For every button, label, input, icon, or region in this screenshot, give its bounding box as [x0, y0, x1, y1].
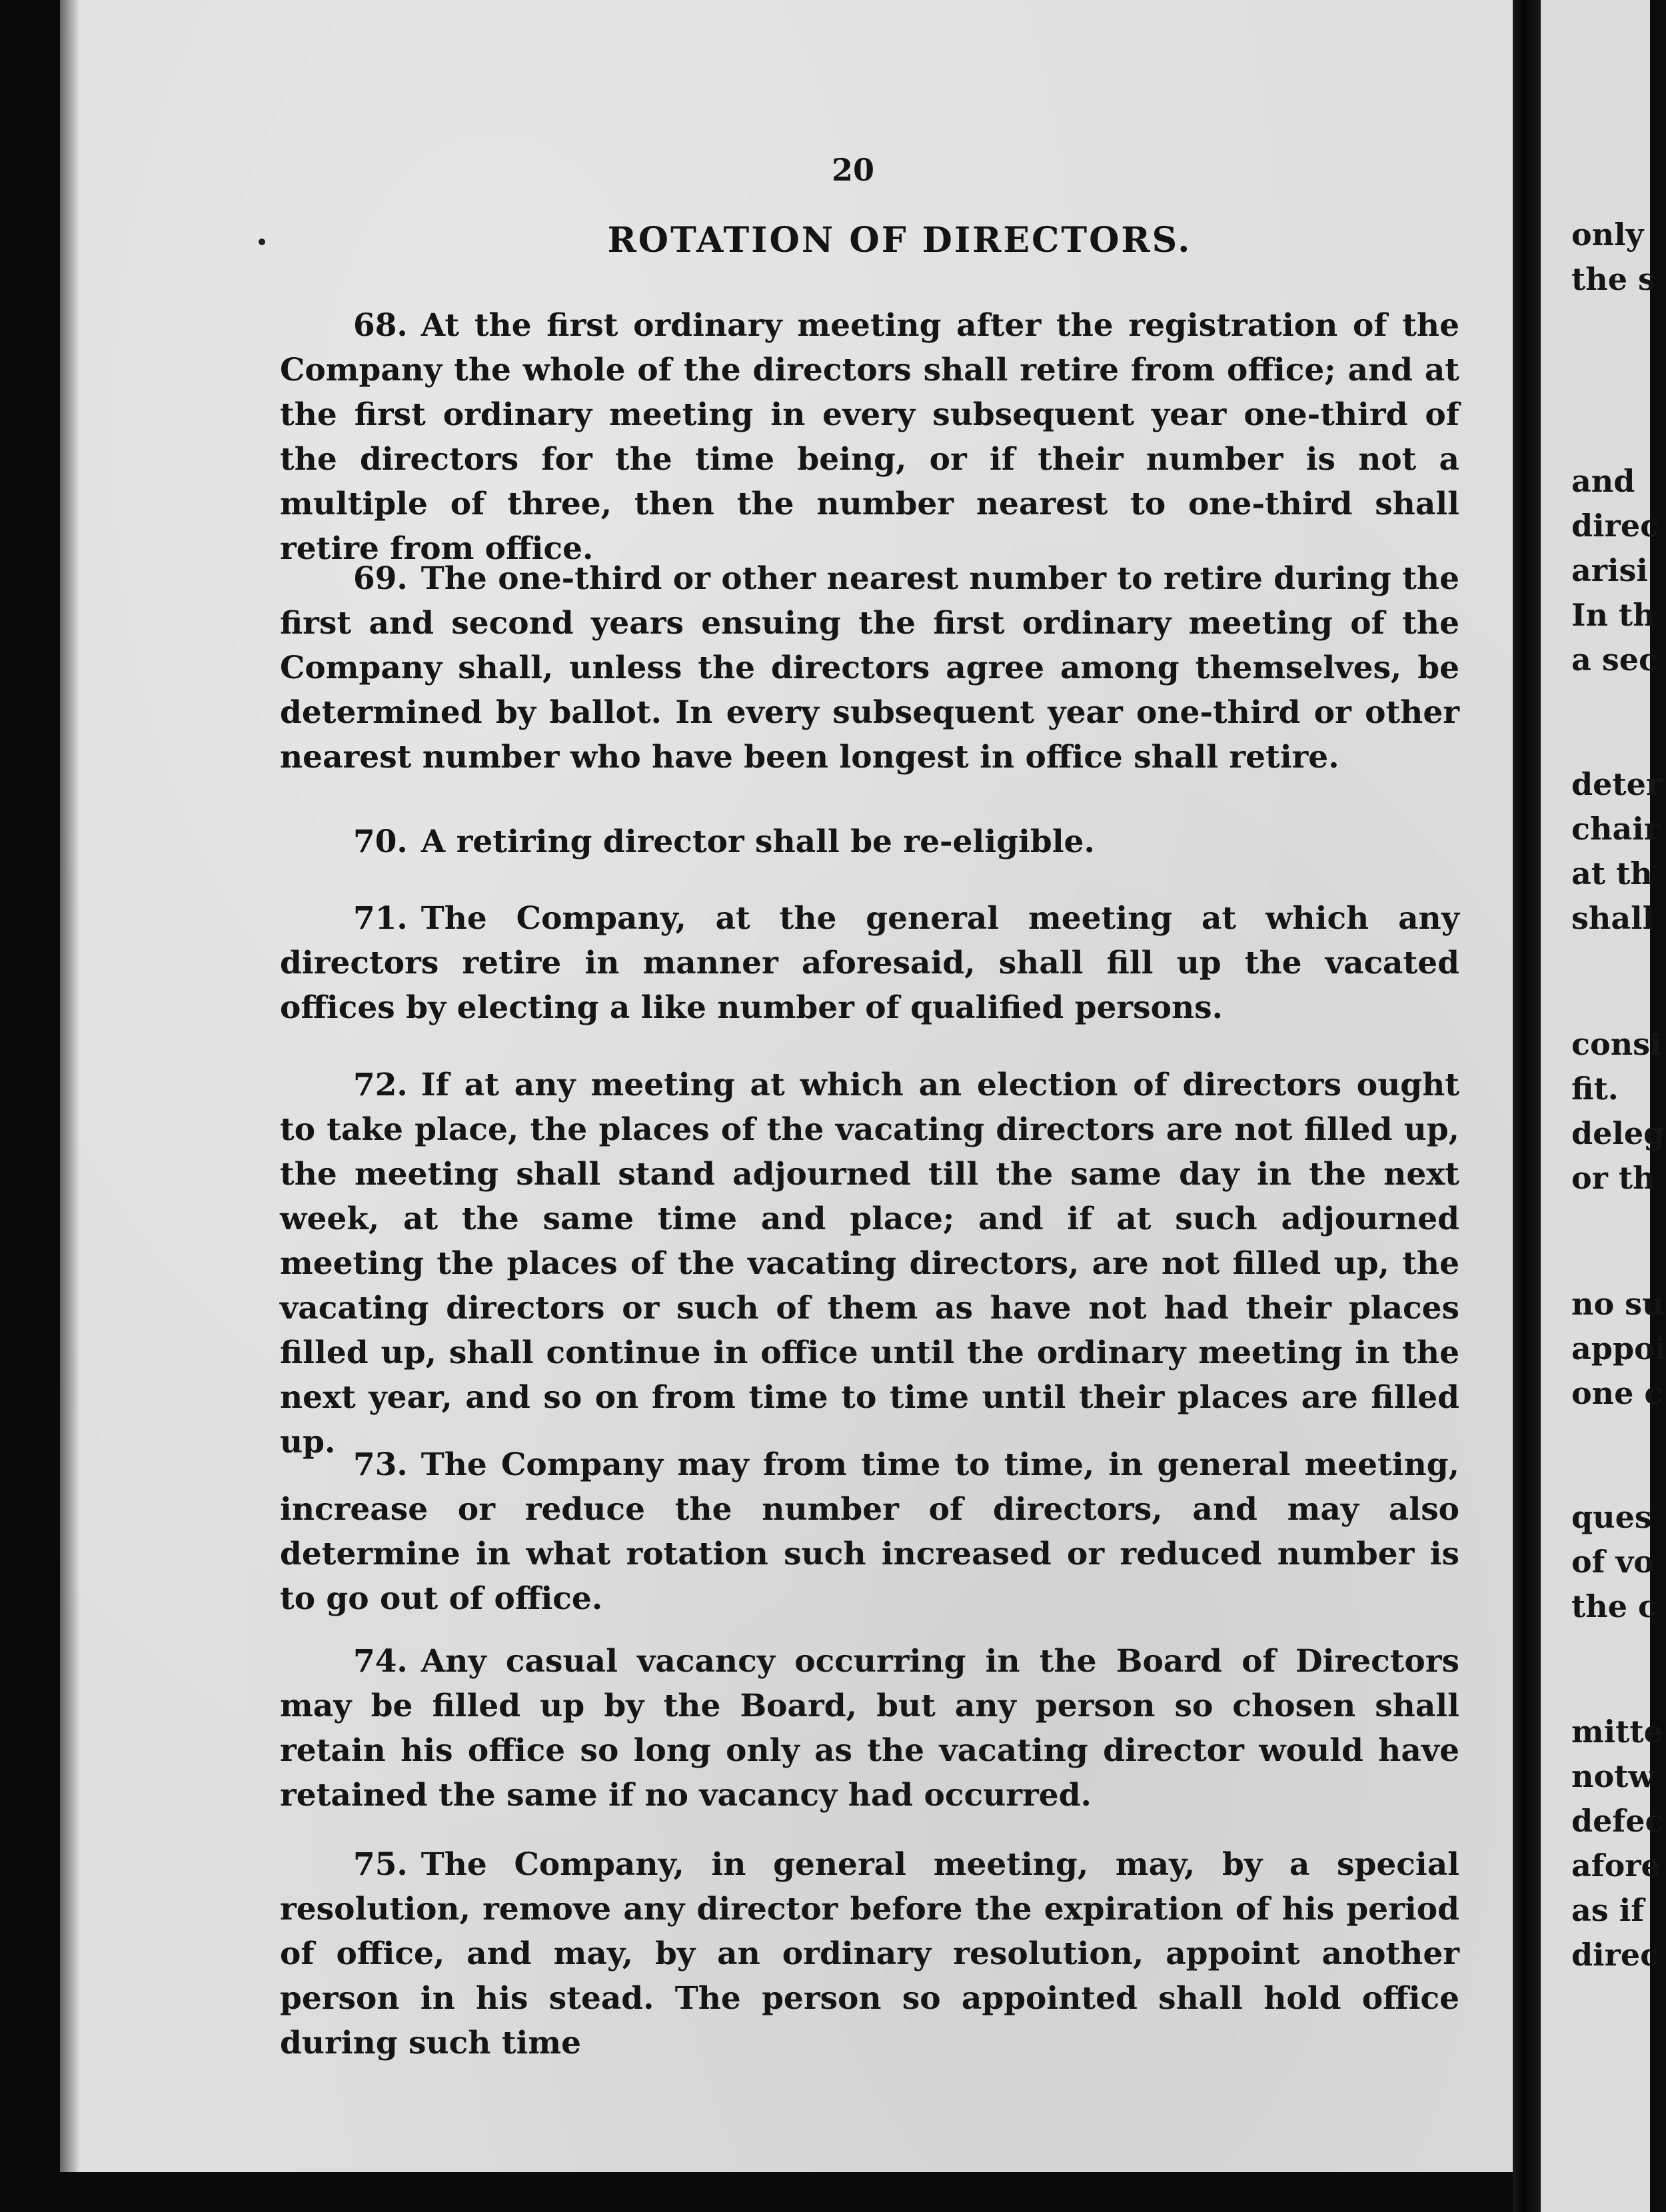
- article-text: The Company, in general meeting, may, by a special resolution, remove any director before the expiration of his period of office, and may, by an ordinary resolution, appoint another person in his stead. The person so appointed shall hold office during such time: [280, 1846, 1459, 2061]
- article-text: If at any meeting at which an election of directors ought to take place, the places of the vacating directors are not filled up, the meeting shall stand adjourned till the same day in the next week, at the same time and place; and if at such adjourned meeting the places of the vacating directors, are not filled up, the vacating directors or such of them as have not had their places filled up, shall continue in office until the ordinary meeting in the next year, and so on from time to time until their places are filled up.: [280, 1067, 1459, 1460]
- right-fragment: and: [1571, 463, 1635, 499]
- article-number: 75.: [353, 1846, 408, 1883]
- article-number: 69.: [353, 560, 408, 597]
- article-72: [280, 1063, 1459, 1464]
- page-number: 20: [831, 152, 874, 188]
- article-number: 68.: [353, 307, 408, 344]
- right-fragment: deter: [1571, 766, 1663, 802]
- right-fragment: chair: [1571, 811, 1660, 847]
- right-fragment: afore: [1571, 1848, 1661, 1884]
- article-73: [280, 1442, 1459, 1621]
- page-gutter-shadow: [60, 0, 80, 2172]
- right-fragment: one c: [1571, 1375, 1663, 1411]
- right-fragment: the s: [1571, 261, 1655, 297]
- right-fragment: of vo: [1571, 1544, 1654, 1580]
- right-fragment: ques: [1571, 1499, 1652, 1535]
- right-fragment: only: [1571, 217, 1644, 253]
- article-74: [280, 1639, 1459, 1818]
- article-number: 71.: [353, 900, 408, 937]
- right-fragment: shall: [1571, 900, 1655, 936]
- right-fragment: In th: [1571, 597, 1655, 633]
- right-fragment: defec: [1571, 1803, 1664, 1839]
- ink-speck: [259, 239, 265, 245]
- right-fragment: a sec: [1571, 642, 1657, 678]
- article-text: The Company, at the general meeting at which any directors retire in manner aforesaid, shall fill up the vacated offices by electing a like number of qualified persons.: [280, 900, 1459, 1026]
- right-fragment: appoi: [1571, 1331, 1666, 1367]
- right-fragment: mitte: [1571, 1714, 1663, 1750]
- right-fragment: direc: [1571, 508, 1659, 544]
- article-number: 70.: [353, 824, 408, 860]
- article-75: [280, 1842, 1459, 2065]
- section-heading: ROTATION OF DIRECTORS.: [607, 220, 1192, 261]
- right-fragment: or th: [1571, 1160, 1655, 1196]
- book-spine: [1513, 0, 1541, 2212]
- right-fragment: the c: [1571, 1588, 1657, 1624]
- right-fragment: at th: [1571, 855, 1653, 891]
- right-fragment: notw: [1571, 1758, 1655, 1794]
- article-text: The one-third or other nearest number to retire during the first and second years ensuing the first ordinary meeting of the Company shall, unless the directors agree among themselves, be determined by ballot. In every subsequent year one-third or other nearest number who have been longest in office shall retire.: [280, 560, 1459, 776]
- right-fragment: fit.: [1571, 1071, 1619, 1107]
- article-number: 73.: [353, 1446, 408, 1483]
- article-69: [280, 556, 1459, 780]
- article-71: [280, 896, 1459, 1030]
- right-fragment: deleg: [1571, 1115, 1665, 1151]
- article-68: [280, 303, 1459, 571]
- article-text: The Company may from time to time, in general meeting, increase or reduce the number of directors, and may also determine in what rotation such increased or reduced number is to go out of office.: [280, 1446, 1459, 1617]
- article-text: At the first ordinary meeting after the registration of the Company the whole of the directors shall retire from office; and at the first ordinary meeting in every subsequent year one-third of the directors for the time being, or if their number is not a multiple of three, then the number nearest to one-third shall retire from office.: [280, 307, 1459, 567]
- right-fragment: consi: [1571, 1026, 1662, 1062]
- right-fragment: as if: [1571, 1892, 1644, 1928]
- right-fragment: direc: [1571, 1937, 1659, 1973]
- article-text: A retiring director shall be re-eligible.: [420, 824, 1095, 860]
- article-number: 72.: [353, 1067, 408, 1103]
- right-fragment: no su: [1571, 1286, 1665, 1322]
- article-70: [280, 820, 1459, 864]
- right-fragment: arisi: [1571, 552, 1648, 588]
- article-number: 74.: [353, 1643, 408, 1680]
- article-text: Any casual vacancy occurring in the Board of Directors may be filled up by the Board, but any person so chosen shall retain his office so long only as the vacating director would have retained the same if no vacancy had occurred.: [280, 1643, 1459, 1814]
